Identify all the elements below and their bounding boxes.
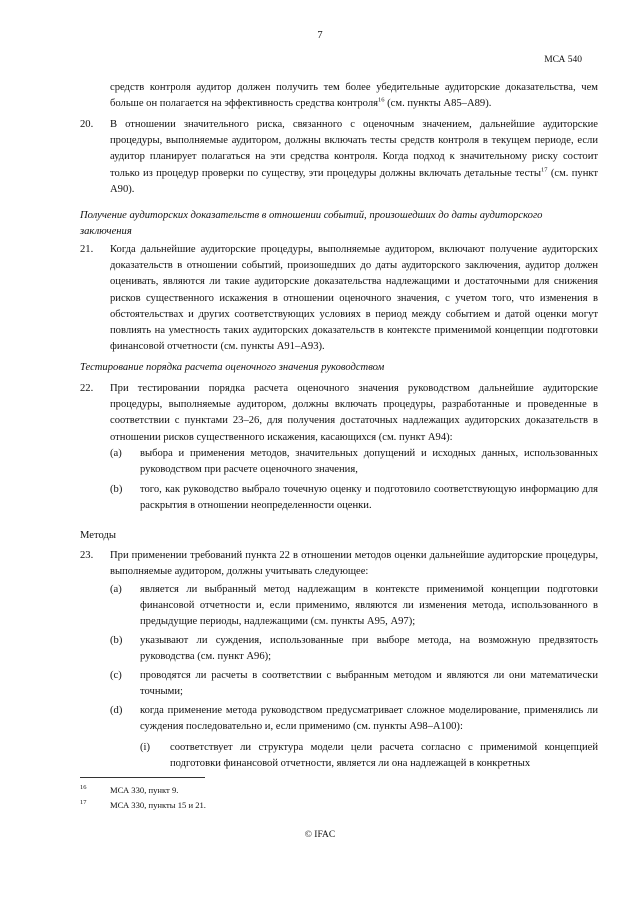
- section-heading-methods: Методы: [80, 530, 116, 541]
- footnote: [80, 784, 580, 796]
- list-item-label: (b): [110, 635, 123, 646]
- paragraph-body: Когда дальнейшие аудиторские процедуры, выполняемые аудитором, включают получение аудиторских доказательств в отношении событий, произошедших до даты аудиторского заключения, аудитор должен оценивать, являются ли такие аудиторские доказательства надлежащими и достаточными для снижения рисков существенного искажения в отношении оценочного значения, с учетом того, что изменения в обстоятельствах и других соответствующих условиях в период между событием и датой оценки могут повлиять на уместность таких аудиторских доказательств в контексте применимой концепции подготовки финансовой отчетности (см. пункты А91–А93).: [110, 244, 598, 353]
- paragraph-text: В отношении значительного риска, связанного с оценочным значением, дальнейшие аудиторские процедуры, выполняемые аудитором, должны включать тесты средств контроля в текущем периоде, если аудитор планирует полагаться на эти средства контроля. Когда подход к значительному риску состоит только из процедур проверки по существу, эти процедуры должны включать детальные тесты: [110, 119, 598, 179]
- list-item-text: проводятся ли расчеты в соответствии с выбранным методом и являются ли они математически точными;: [140, 670, 598, 698]
- sub-list-item-label: (i): [140, 742, 150, 753]
- paragraph-number: 21.: [80, 244, 94, 255]
- footnote-separator: [80, 777, 205, 778]
- list-item-label: (b): [110, 484, 123, 495]
- list-item-text: того, как руководство выбрало точечную оценку и подготовило соответствующую информацию для раскрытия в отношении неопределенности оценки.: [140, 484, 598, 512]
- list-item-label: (a): [110, 584, 122, 595]
- footnote-ref-17: 17: [541, 166, 548, 174]
- list-item-label: (d): [110, 705, 123, 716]
- list-item-label: (a): [110, 448, 122, 459]
- continuation-paragraph: [110, 80, 598, 112]
- paragraph-tail: (см. пункт А90).: [110, 167, 598, 195]
- list-item-label: (c): [110, 670, 122, 681]
- paragraph-number: 20.: [80, 119, 94, 130]
- section-heading-testing: Тестирование порядка расчета оценочного значения руководством: [80, 362, 385, 373]
- footnote-ref-16: 16: [378, 96, 385, 104]
- paragraph-body: [110, 117, 598, 198]
- paragraph-number: 22.: [80, 383, 94, 394]
- list-item-text: когда применение метода руководством предусматривает сложное моделирование, применялись ли суждения последовательно и, если применимо (см. пункты А98–А100):: [140, 705, 598, 733]
- list-item-text: является ли выбранный метод надлежащим в контексте применимой концепции подготовки финансовой отчетности и, если применимо, являются ли изменения метода, использованного в предыдущие периоды, надлежащими (см. пункты А95, А97);: [140, 584, 598, 628]
- standard-code: МСА 540: [544, 55, 582, 65]
- footnote-text: МСА 330, пункты 15 и 21.: [110, 800, 206, 810]
- list-item: [110, 703, 598, 735]
- list-item: [110, 582, 598, 631]
- paragraph-body: При тестировании порядка расчета оценочного значения руководством дальнейшие аудиторские процедуры, выполняемые аудитором, должны включать процедуры, разработанные и проведенные в соответствии с пунктами 23–26, для получения достаточных надлежащих аудиторских доказательств в отношении рисков существенного искажения, касающихся (см. пункт А94):: [110, 383, 598, 443]
- paragraph-23: [80, 548, 598, 580]
- paragraph-22: [80, 381, 598, 446]
- footnote-number: 17: [80, 799, 87, 807]
- continuation-text: средств контроля аудитор должен получить тем более убедительные аудиторские доказательства, чем больше он полагается на эффективность средства контроля: [110, 82, 598, 110]
- section-heading-events: Получение аудиторских доказательств в отношении событий, произошедших до даты аудиторского заключения: [80, 210, 543, 238]
- list-item: [110, 446, 598, 478]
- list-item-text: указывают ли суждения, использованные при выборе метода, на возможную предвзятость руководства (см. пункт А96);: [140, 635, 598, 663]
- paragraph-number: 23.: [80, 550, 94, 561]
- list-item: [110, 668, 598, 700]
- footnote-number: 16: [80, 784, 87, 792]
- sub-list-item: [140, 740, 598, 772]
- list-item: [110, 482, 598, 514]
- continuation-tail: (см. пункты А85–А89).: [384, 98, 492, 110]
- footnote-text: МСА 330, пункт 9.: [110, 785, 179, 795]
- page-number: 7: [317, 30, 323, 41]
- list-item: [110, 633, 598, 665]
- paragraph-body: При применении требований пункта 22 в отношении методов оценки дальнейшие аудиторские процедуры, выполняемые аудитором, должны учитывать следующее:: [110, 550, 598, 578]
- paragraph-20: [80, 117, 598, 198]
- paragraph-21: [80, 242, 598, 355]
- sub-list-item-text: соответствует ли структура модели цели расчета согласно с применимой концепцией подготовки финансовой отчетности, является ли она надлежащей в конкретных: [170, 742, 598, 770]
- copyright-footer: © IFAC: [304, 830, 336, 840]
- footnote: [80, 799, 580, 811]
- list-item-text: выбора и применения методов, значительных допущений и исходных данных, использованных руководством при расчете оценочного значения,: [140, 448, 598, 476]
